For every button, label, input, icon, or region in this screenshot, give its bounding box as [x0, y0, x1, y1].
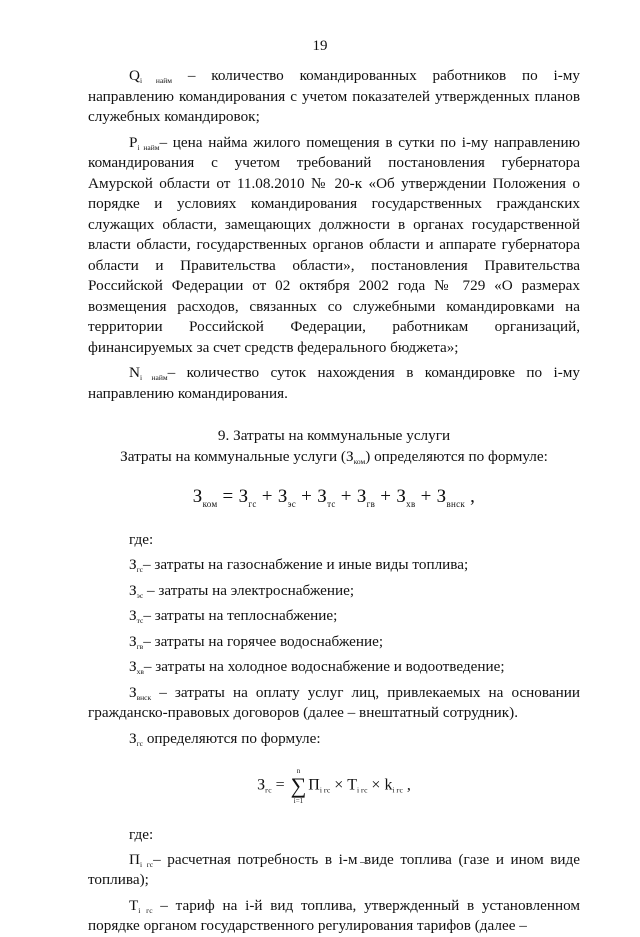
- formula-term-subscript: тс: [327, 499, 336, 509]
- definitions-list: [88, 530, 580, 750]
- dash: –: [153, 850, 168, 868]
- symbol: З: [129, 632, 137, 650]
- summation-sign: [291, 767, 307, 805]
- symbol: З: [129, 729, 137, 747]
- definition-p: [88, 133, 580, 359]
- definition-text: тариф на i-й вид топлива, утвержденный в установленном порядке органом государственного регулирования тарифов (далее –: [88, 896, 580, 934]
- definition-text: затраты на газоснабжение и иные виды топлива;: [154, 556, 469, 573]
- definition-vnsk: [88, 683, 580, 724]
- footer-mark: [360, 862, 368, 863]
- definition-text: количество суток нахождения в командировке по i-му направлению командирования.: [88, 364, 581, 402]
- dash: –: [143, 632, 155, 650]
- symbol-subscript: i найм: [139, 373, 168, 382]
- dash: –: [172, 67, 212, 84]
- formula-term: З: [356, 486, 367, 507]
- determine-text: определяются по формуле:: [143, 729, 321, 747]
- formula-lhs-subscript: гс: [265, 785, 272, 795]
- symbol: З: [129, 556, 137, 573]
- formula-factor-subscript: i гс: [357, 785, 368, 795]
- symbol-subscript: i найм: [137, 142, 160, 152]
- formula-lhs-subscript: ком: [202, 499, 218, 509]
- formula-end: ,: [465, 486, 476, 507]
- intro-text: Затраты на коммунальные услуги (: [120, 447, 346, 465]
- symbol: Т: [129, 896, 139, 914]
- sum-lower-limit: i=1: [293, 797, 304, 805]
- formula-factor: k: [384, 776, 393, 794]
- formula-gas-supply: [88, 767, 580, 805]
- definition-text: затраты на горячее водоснабжение;: [154, 632, 384, 650]
- definition-es: [88, 581, 580, 602]
- document-body: [88, 66, 580, 937]
- equals-sign: =: [271, 776, 289, 794]
- sigma-symbol: ∑: [290, 773, 307, 798]
- dash: –: [143, 607, 155, 624]
- dash: –: [143, 556, 155, 573]
- plus-sign: +: [296, 486, 318, 507]
- sum-upper-limit: n: [296, 767, 301, 775]
- definition-text: затраты на электроснабжение;: [158, 581, 355, 599]
- plus-sign: +: [256, 486, 278, 507]
- formula-factor: П: [308, 776, 320, 794]
- symbol: З: [129, 607, 137, 624]
- symbol: Q: [129, 67, 140, 84]
- dash: –: [159, 133, 173, 151]
- symbol-subscript: i гс: [138, 905, 153, 915]
- symbol-subscript: гв: [136, 641, 144, 651]
- formula-term: З: [277, 486, 288, 507]
- formula-factor-subscript: i гс: [319, 785, 331, 795]
- intro-line: [88, 447, 580, 468]
- section-heading: 9. Затраты на коммунальные услуги: [217, 427, 451, 444]
- multiply-sign: ×: [330, 776, 348, 794]
- definition-q: [88, 66, 580, 128]
- formula-term-subscript: внск: [446, 499, 466, 509]
- symbol-subscript: ком: [353, 456, 366, 466]
- dash: –: [152, 896, 176, 914]
- definition-p-gs: [88, 850, 580, 891]
- where-label: где:: [129, 530, 154, 548]
- page-number: 19: [312, 38, 328, 54]
- symbol-subscript: эс: [136, 590, 144, 600]
- formula-utilities-total: [88, 487, 580, 508]
- multiply-sign: ×: [367, 776, 385, 794]
- plus-sign: +: [415, 486, 437, 507]
- symbol: З: [345, 447, 354, 465]
- formula-term: З: [317, 486, 328, 507]
- symbol: P: [129, 133, 138, 151]
- formula-term-subscript: эс: [287, 499, 297, 509]
- definition-t-gs: [88, 896, 580, 937]
- formula-lhs: З: [192, 486, 203, 507]
- formula-term-subscript: гв: [366, 499, 376, 509]
- formula-term: З: [436, 486, 447, 507]
- formula-term-subscript: хв: [406, 499, 416, 509]
- where-label: где:: [129, 826, 154, 843]
- symbol: З: [129, 658, 137, 675]
- formula-term: З: [238, 486, 249, 507]
- determine-line: [88, 729, 580, 750]
- definition-gv: [88, 632, 580, 653]
- definition-ts: [88, 606, 580, 627]
- symbol-subscript: хв: [136, 667, 144, 676]
- symbol: З: [129, 581, 137, 599]
- dash: –: [143, 658, 156, 675]
- symbol: N: [129, 364, 140, 381]
- symbol-subscript: i гс: [139, 859, 154, 869]
- symbol-subscript: внск: [136, 692, 152, 702]
- intro-text: ) определяются по формуле:: [365, 447, 548, 465]
- formula-end: ,: [402, 776, 411, 794]
- dash: –: [151, 683, 175, 701]
- equals-sign: =: [217, 486, 239, 507]
- formula-lhs: З: [257, 776, 266, 794]
- formula-factor-subscript: i гс: [392, 785, 403, 795]
- formula-factor: Т: [347, 776, 358, 794]
- formula-term: З: [396, 486, 407, 507]
- symbol-subscript: тс: [136, 616, 144, 625]
- formula-term-subscript: гс: [248, 499, 257, 509]
- definition-n: [88, 363, 580, 404]
- definition-text: затраты на оплату услуг лиц, привлекаемых на основании гражданско-правовых договоров (далее – внештатный сотрудник).: [88, 683, 580, 721]
- symbol-subscript: i найм: [139, 76, 173, 85]
- definition-text: затраты на теплоснабжение;: [154, 607, 338, 624]
- symbol: З: [129, 683, 137, 701]
- plus-sign: +: [335, 486, 357, 507]
- symbol-subscript: гс: [136, 565, 144, 574]
- definition-text: количество командированных работников по i-му направлению командирования с учетом показателей утвержденных планов служебных командировок;: [88, 67, 581, 125]
- definition-text: затраты на холодное водоснабжение и водоотведение;: [155, 658, 505, 675]
- dash: –: [167, 364, 187, 381]
- definition-text: цена найма жилого помещения в сутки по i-му направлению командирования с учетом требований постановления губернатора Амурской области от 11.08.2010 № 20-к «Об утверждении Положения о порядке и условиях командирования государственных гражданских служащих области, замещающих должности в органах государственной власти области, государственных органов области и аппарате губернатора области и Правительства области», постановления Правительства Российской Федерации от 02 октября 2002 года № 729 «О размерах возмещения расходов, связанных со служебными командировками на территории Российской Федерации, работникам организаций, финансируемых за счет средств федерального бюджета»;: [88, 133, 580, 356]
- plus-sign: +: [375, 486, 397, 507]
- definition-hv: [88, 657, 580, 678]
- dash: –: [143, 581, 159, 599]
- definition-gs: [88, 555, 580, 576]
- definition-text: расчетная потребность в i-м виде топлива (газе и ином виде топлива);: [88, 850, 581, 888]
- symbol-subscript: гс: [136, 738, 144, 748]
- symbol: П: [129, 850, 140, 868]
